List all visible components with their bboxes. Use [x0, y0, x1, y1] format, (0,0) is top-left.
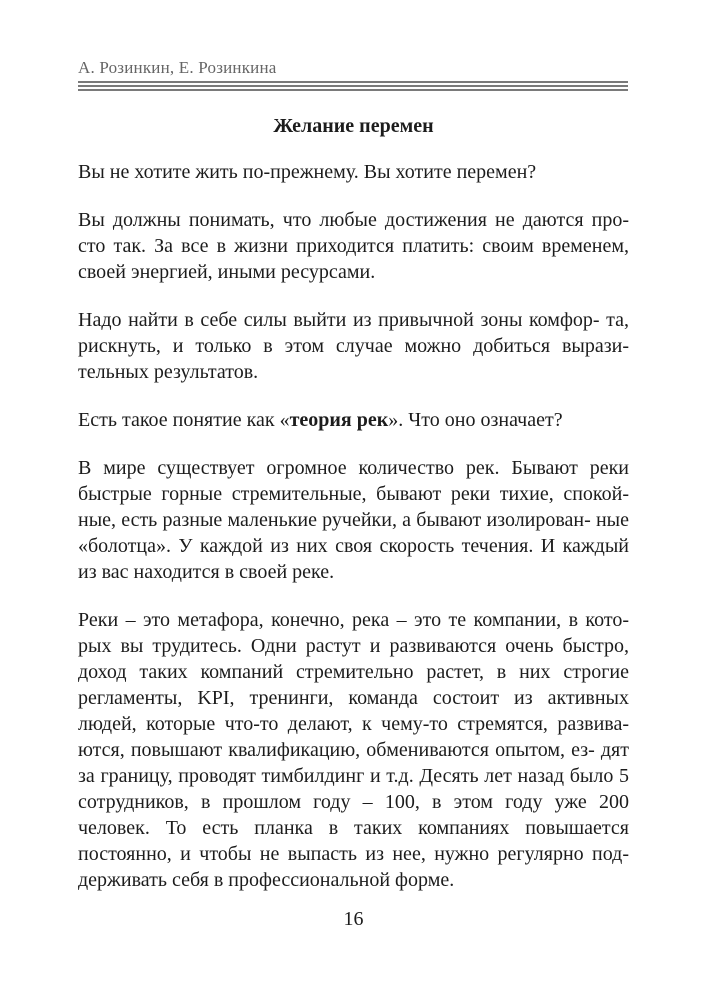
- paragraph-text: Реки – это метафора, конечно, река – это те компании, в кото- рых вы трудитесь. Одни растут и развиваются очень быстро, доход таких компаний стремительно растет, в них строгие регламенты, KPI, тренинги, команда состоит из активных людей, которые что-то делают, к чему-то стремятся, развива- ются, повышают квалификацию, обмениваются опытом, ез- дят за границу, проводят тимбилдинг и т.д. Десять лет назад было 5 сотрудников, в прошлом году – 100, в этом году уже 200 человек. То есть планка в таких компаниях повышается постоянно, и чтобы не выпасть из нее, нужно регулярно под- держивать себя в профессиональной форме.: [78, 609, 629, 891]
- header-rule-line: [78, 89, 628, 91]
- paragraph: [78, 455, 629, 585]
- header-rule-line: [78, 81, 628, 83]
- paragraph: [78, 607, 629, 893]
- paragraph-text-end: ». Что оно означает?: [388, 409, 563, 431]
- header-rule: [78, 81, 628, 91]
- paragraph-text: Вы должны понимать, что любые достижения не даются про- сто так. За все в жизни приходится платить: своим временем, своей энергией, иными ресурсами.: [78, 209, 629, 283]
- paragraph-text: Вы не хотите жить по-прежнему. Вы хотите перемен?: [78, 161, 537, 183]
- paragraph-text-start: Есть такое понятие как «: [78, 409, 290, 431]
- paragraph-text: В мире существует огромное количество рек. Бывают реки быстрые горные стремительные, бывают реки тихие, спокой- ные, есть разные маленькие ручейки, а бывают изолирован- ные «болотца». У каждой из них своя скорость течения. И каждый из вас находится в своей реке.: [78, 457, 629, 583]
- running-header: А. Розинкин, Е. Розинкина: [78, 58, 277, 77]
- page-number: 16: [343, 908, 364, 930]
- page-body: [78, 112, 629, 915]
- paragraph: [78, 207, 629, 285]
- paragraph: [78, 159, 629, 185]
- bold-term: теория рек: [289, 409, 389, 431]
- paragraph: [78, 407, 629, 433]
- paragraph-text: Надо найти в себе силы выйти из привычной зоны комфор- та, рискнуть, и только в этом случае можно добиться вырази- тельных результатов.: [78, 309, 629, 383]
- paragraph: [78, 307, 629, 385]
- header-rule-line: [78, 85, 628, 87]
- section-title: Желание перемен: [273, 115, 434, 137]
